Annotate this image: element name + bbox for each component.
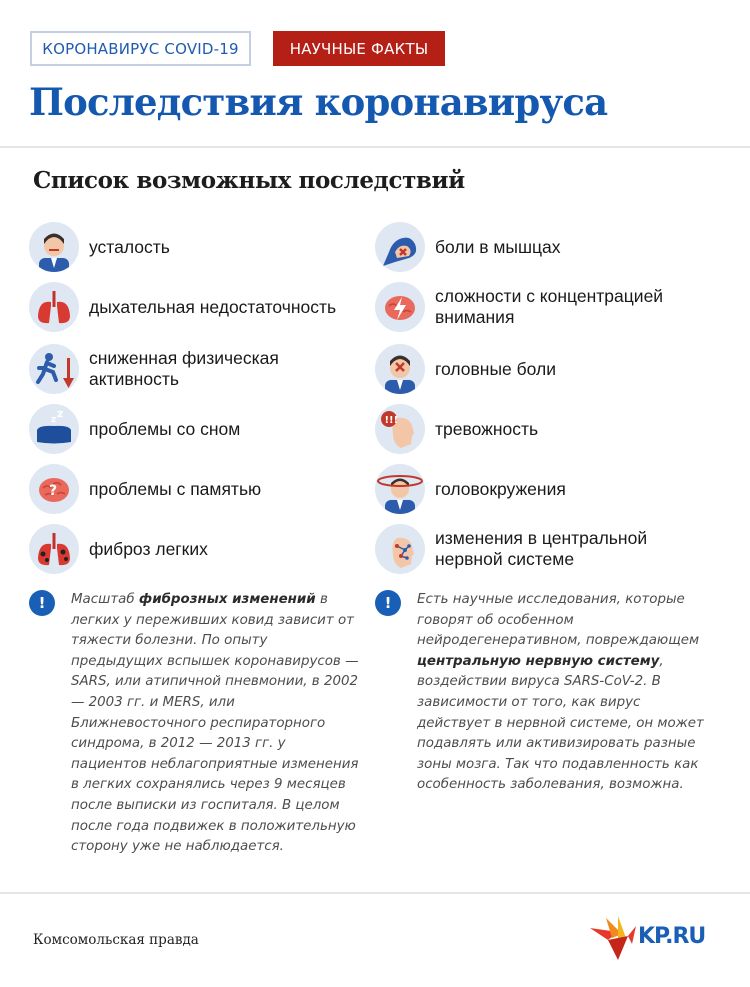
- lungs-fibrosis-icon: [29, 524, 79, 574]
- dizzy-man-icon: [375, 464, 425, 514]
- note-text-bold: фиброзных изменений: [138, 592, 316, 607]
- arm-pain-icon: [375, 222, 425, 272]
- tag-coronavirus: КОРОНАВИРУС COVID-19: [30, 31, 251, 66]
- running-man-arrow-down-icon: [29, 344, 79, 394]
- page-title: Последствия коронавируса: [29, 80, 608, 124]
- list-item-label: головокружения: [435, 478, 566, 499]
- svg-text:!!!: !!!: [384, 415, 399, 426]
- tired-man-icon: [29, 222, 79, 272]
- kp-ru-logo: [588, 914, 728, 964]
- divider: [0, 146, 750, 148]
- list-item: [375, 282, 705, 332]
- anxiety-head-icon: [375, 404, 425, 454]
- source-label: Комсомольская правда: [33, 932, 199, 948]
- list-item: [375, 524, 705, 574]
- exclamation-icon: !: [375, 590, 401, 616]
- brain-lightning-icon: [375, 282, 425, 332]
- list-item-label: тревожность: [435, 418, 539, 439]
- note-text-start: Масштаб: [71, 592, 139, 607]
- note-text-end: , воздействии вируса SARS-CoV-2. В зависимости от того, как вирус действует в нервной системе, он может подавлять или активизировать разные зоны мозга. Так что подавленность как особенность заболевания, возможна.: [417, 653, 704, 793]
- list-item-label: сложности с концентрацией внимания: [435, 286, 664, 327]
- list-item-label: проблемы с памятью: [89, 478, 262, 499]
- svg-text:z: z: [57, 407, 64, 420]
- list-item: [29, 282, 336, 332]
- list-item: [29, 344, 359, 394]
- note-fibrosis: [29, 590, 359, 858]
- list-item-label: головные боли: [435, 358, 556, 379]
- note-text-bold: центральную нервную систему: [417, 653, 660, 669]
- bird-logo-icon: [588, 914, 640, 964]
- section-title: Список возможных последствий: [33, 167, 465, 194]
- list-item: [375, 222, 561, 272]
- svg-text:z: z: [51, 415, 57, 425]
- list-item-label: боли в мышцах: [435, 236, 561, 257]
- lungs-icon: [29, 282, 79, 332]
- headache-man-icon: [375, 344, 425, 394]
- note-text-start: Есть научные исследования, которые говорят об особенном нейродегенеративном, повреждающем: [417, 592, 700, 649]
- list-item-label: усталость: [89, 236, 170, 257]
- svg-text:?: ?: [49, 483, 58, 499]
- list-item: [29, 524, 208, 574]
- brain-question-icon: [29, 464, 79, 514]
- tag-scientific-facts: НАУЧНЫЕ ФАКТЫ: [273, 31, 445, 66]
- list-item-label: фиброз легких: [89, 538, 208, 559]
- note-nervous-system: [375, 590, 715, 796]
- list-item-label: изменения в центральной нервной системе: [435, 528, 648, 569]
- note-text: [71, 590, 359, 858]
- exclamation-icon: !: [29, 590, 55, 616]
- list-item: [375, 344, 556, 394]
- list-item-label: проблемы со сном: [89, 418, 241, 439]
- list-item: [29, 464, 261, 514]
- list-item: [375, 404, 538, 454]
- list-item-label: сниженная физическая активность: [89, 348, 279, 389]
- note-text: [417, 590, 715, 796]
- logo-text: KP.RU: [638, 924, 706, 949]
- note-text-end: в легких у переживших ковид зависит от тяжести болезни. По опыту предыдущих вспышек коронавирусов — SARS, или атипичной пневмонии, в 2002 — 2003 гг. и MERS, или Ближневосточного респираторного синдрома, в 2012 — 2013 гг. у пациентов неблагоприятные изменения в легких сохранялись через 9 месяцев после выписки из госпиталя. В целом после года подвижек в положительную сторону уже не наблюдается.: [71, 592, 359, 855]
- pillow-sleep-icon: [29, 404, 79, 454]
- list-item-label: дыхательная недостаточность: [89, 296, 337, 317]
- list-item: [29, 222, 170, 272]
- list-item: [375, 464, 566, 514]
- nervous-system-head-icon: [375, 524, 425, 574]
- list-item: [29, 404, 240, 454]
- divider: [0, 892, 750, 894]
